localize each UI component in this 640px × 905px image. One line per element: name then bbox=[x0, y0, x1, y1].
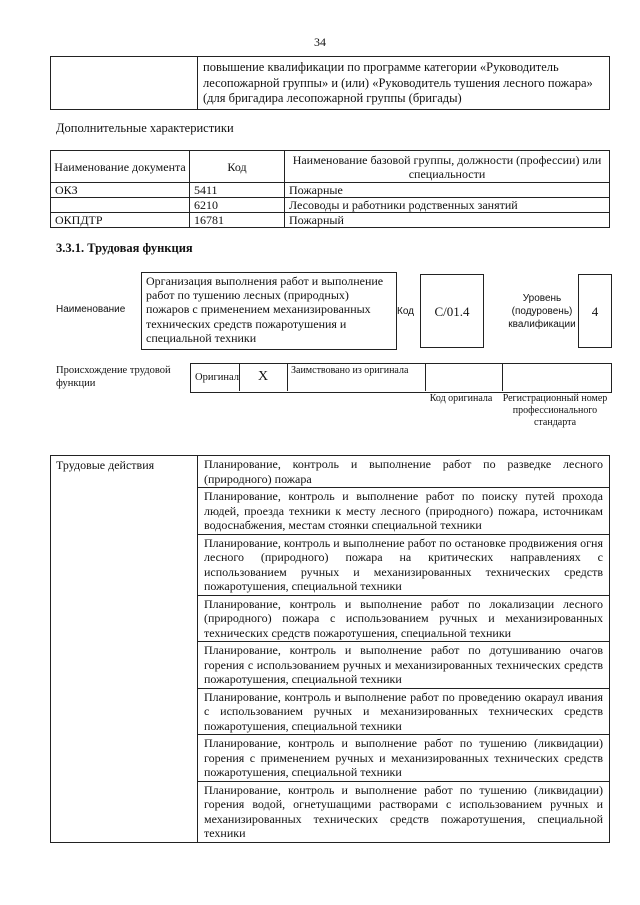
qualification-text: повышение квалификации по программе категории «Руководитель лесопожарной группы» и (или) «Руководитель тушения лесного пожара» (для бригадира лесопожарной группы (бригады) bbox=[198, 57, 610, 110]
section-title: 3.3.1. Трудовая функция bbox=[56, 241, 193, 255]
action-item: Планирование, контроль и выполнение работ по остановке продвижения огня лесного (природного) пожара на критических направлениях с использованием ручных и механизированных технических средств пожаротушения, специальной техники bbox=[198, 534, 610, 595]
action-item: Планирование, контроль и выполнение работ по поиску путей прохода людей, проезда техники к месту лесного (природного) пожара, источникам водоснабжения, местам стоянки специальной техники bbox=[198, 488, 610, 535]
action-item: Планирование, контроль и выполнение работ по проведению окараул ивания с использованием ручных и механизированных технических средств пожаротушения, специальной техники bbox=[198, 688, 610, 735]
row-doc: ОКПДТР bbox=[51, 213, 190, 228]
origin-label: Происхождение трудовой функции bbox=[56, 365, 171, 389]
reg-number-caption: Регистрационный номер профессионального стандарта bbox=[502, 393, 608, 428]
table-row bbox=[51, 456, 610, 488]
row-doc: ОКЗ bbox=[51, 183, 190, 198]
page-number: 34 bbox=[314, 35, 326, 49]
level-box bbox=[578, 274, 612, 348]
table-row bbox=[51, 183, 610, 198]
header-document: Наименование документа bbox=[51, 151, 190, 183]
level-label: Уровень (подуровень) квалификации bbox=[508, 293, 576, 330]
code-original-caption: Код оригинала bbox=[429, 393, 493, 404]
row-name: Пожарный bbox=[285, 213, 610, 228]
row-code: 6210 bbox=[190, 198, 285, 213]
code-box bbox=[420, 274, 484, 348]
header-group-name: Наименование базовой группы, должности (профессии) или специальности bbox=[285, 151, 610, 183]
table-row bbox=[51, 198, 610, 213]
borrowed-label: Заимствовано из оригинала bbox=[291, 365, 409, 376]
original-label: Оригинал bbox=[195, 372, 239, 383]
code-value: С/01.4 bbox=[434, 304, 470, 319]
origin-box bbox=[190, 363, 612, 393]
action-item: Планирование, контроль и выполнение работ по локализации лесного (природного) пожара с использованием ручных и механизированных технических средств пожаротушения, специальной техники bbox=[198, 595, 610, 642]
level-value: 4 bbox=[591, 304, 599, 319]
action-item: Планирование, контроль и выполнение работ по тушению (ликвидации) горения с применением ручных и механизированных технических средств пожаротушения, специальной техники bbox=[198, 735, 610, 782]
labor-actions-label: Трудовые действия bbox=[51, 456, 198, 843]
function-name-label: Наименование bbox=[56, 304, 126, 315]
row-name: Пожарные bbox=[285, 183, 610, 198]
qualification-continuation-table bbox=[50, 56, 610, 110]
row-code: 16781 bbox=[190, 213, 285, 228]
header-code: Код bbox=[190, 151, 285, 183]
row-code: 5411 bbox=[190, 183, 285, 198]
characteristics-table bbox=[50, 150, 610, 228]
table-row bbox=[51, 213, 610, 228]
row-doc bbox=[51, 198, 190, 213]
action-item: Планирование, контроль и выполнение работ по тушению (ликвидации) горения водой, огнетушащими растворами с использованием ручных и механизированных технических средств пожаротушения, специальной техники bbox=[198, 781, 610, 842]
row-name: Лесоводы и работники родственных занятий bbox=[285, 198, 610, 213]
action-item: Планирование, контроль и выполнение работ по дотушиванию очагов горения с использованием ручных и механизированных технических средств пожаротушения, специальной техники bbox=[198, 642, 610, 689]
original-mark: X bbox=[257, 369, 269, 384]
qualification-left-cell bbox=[51, 57, 198, 110]
labor-actions-table bbox=[50, 455, 610, 843]
action-item: Планирование, контроль и выполнение работ по разведке лесного (природного) пожара bbox=[198, 456, 610, 488]
additional-characteristics-title: Дополнительные характеристики bbox=[56, 121, 234, 135]
code-label: Код bbox=[397, 306, 415, 317]
function-name-text: Организация выполнения работ и выполнение работ по тушению лесных (природных) пожаров с применением механизированных технических средств пожаротушения и специальной техники bbox=[141, 272, 397, 350]
